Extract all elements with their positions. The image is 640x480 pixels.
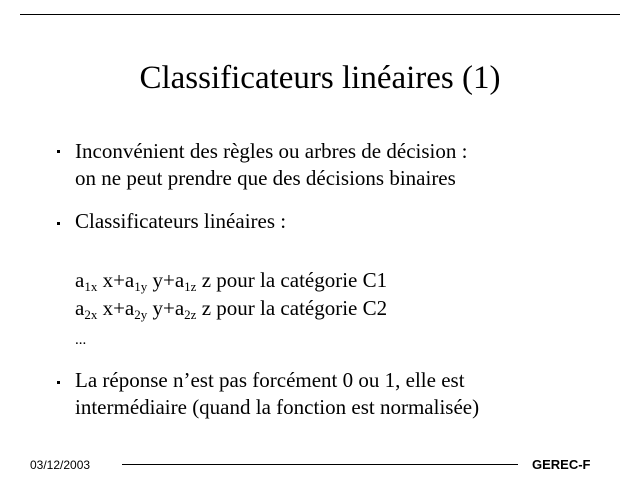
slide-title: Classificateurs linéaires (1) <box>139 60 501 96</box>
bullet1-line1: Inconvénient des règles ou arbres de décision : <box>75 139 468 163</box>
equation-c2 <box>75 296 387 320</box>
eq2-text3: z pour la catégorie C2 <box>196 296 388 320</box>
eq2-text1: x+a <box>97 296 135 320</box>
ellipsis: ... <box>75 332 87 348</box>
eq1-text2: y+a <box>147 268 185 292</box>
eq1-sub3: 1z <box>184 279 197 294</box>
bullet2-heading: Classificateurs linéaires : <box>75 209 287 233</box>
eq2-sub2: 2y <box>134 307 148 322</box>
footer-date: 03/12/2003 <box>30 458 91 472</box>
footer-brand: GEREC-F <box>532 457 591 472</box>
bullet-marker <box>57 150 60 153</box>
footer-rule <box>122 464 518 465</box>
eq1-sub2: 1y <box>134 279 148 294</box>
eq1-a: a <box>75 268 85 292</box>
bullet3-line2: intermédiaire (quand la fonction est normalisée) <box>75 395 480 419</box>
eq2-text2: y+a <box>147 296 185 320</box>
top-rule <box>20 14 620 15</box>
equation-c1 <box>75 268 387 292</box>
bullet-marker <box>57 222 60 225</box>
eq2-sub3: 2z <box>184 307 197 322</box>
bullet3-line1: La réponse n’est pas forcément 0 ou 1, elle est <box>75 368 465 392</box>
bullet1-line2: on ne peut prendre que des décisions binaires <box>75 166 456 190</box>
eq2-sub1: 2x <box>84 307 98 322</box>
eq1-text3: z pour la catégorie C1 <box>196 268 388 292</box>
eq2-a: a <box>75 296 85 320</box>
bullet-marker <box>57 381 60 384</box>
eq1-text1: x+a <box>97 268 135 292</box>
eq1-sub1: 1x <box>84 279 98 294</box>
